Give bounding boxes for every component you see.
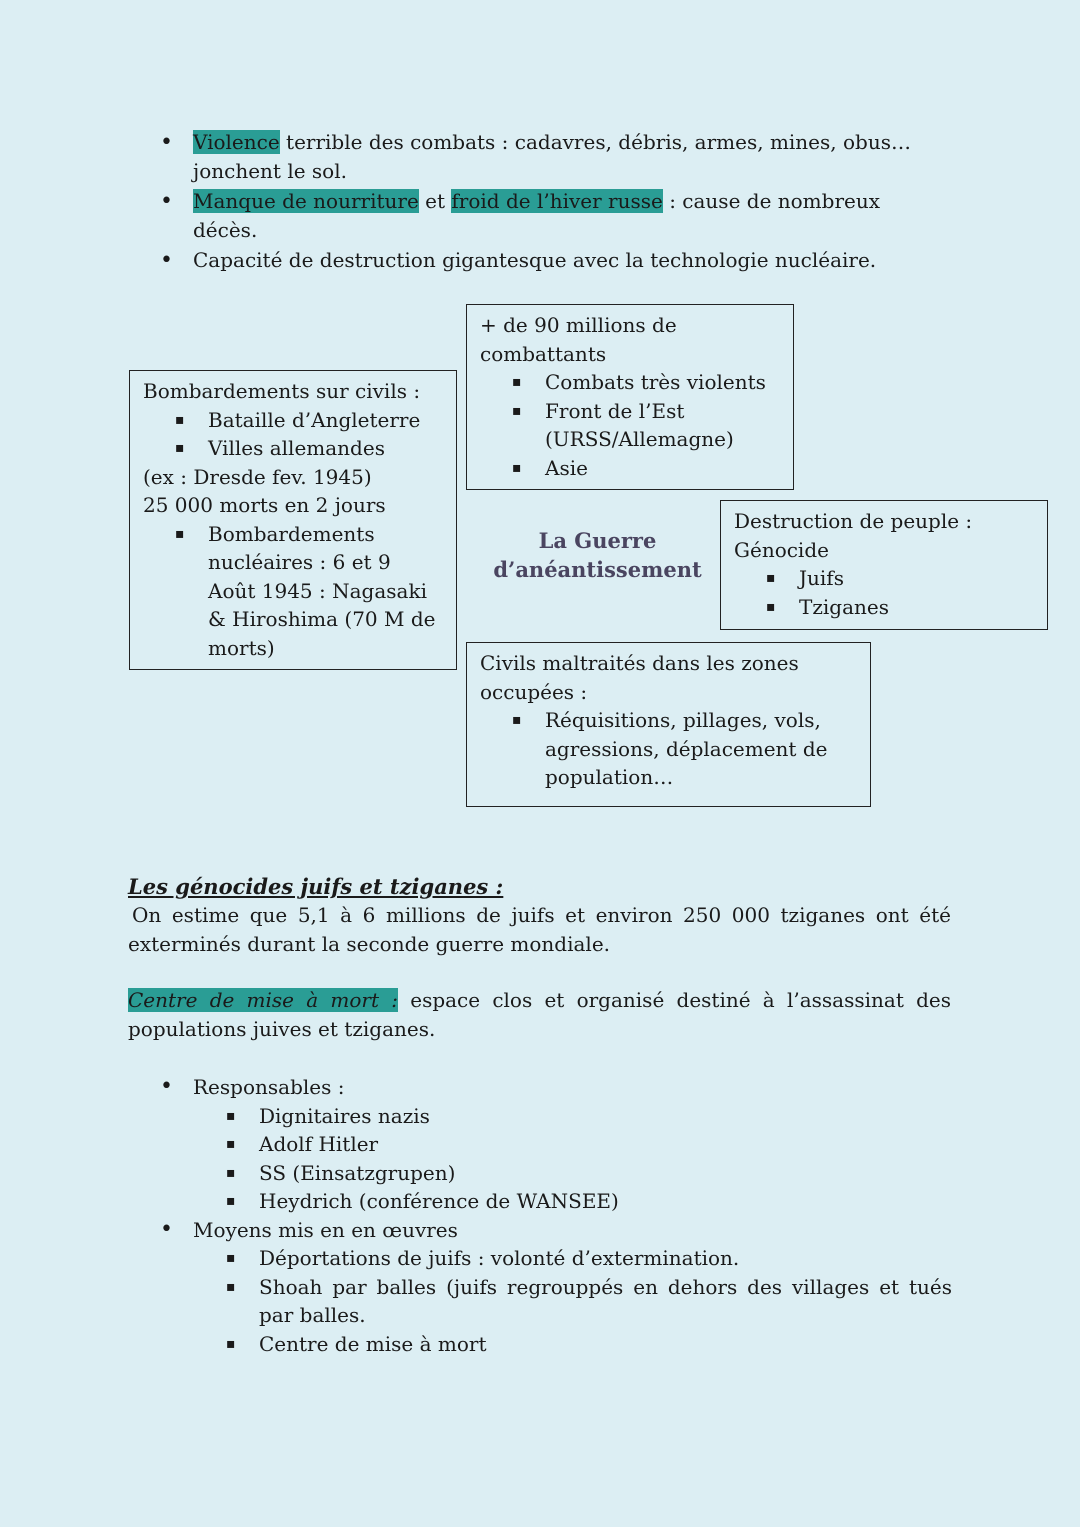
box-title: Destruction de peuple : Génocide xyxy=(734,509,973,562)
list-item: ▪ Asie xyxy=(480,454,780,483)
bullet-food-cold xyxy=(160,187,940,245)
box-list xyxy=(480,368,780,482)
box-title: Civils maltraités dans les zones occupées : xyxy=(480,651,799,704)
sub-list xyxy=(193,1244,952,1358)
list-item: ▪ Shoah par balles (juifs regrouppés en dehors des villages et tués par balles. xyxy=(193,1273,952,1330)
list-item: ▪ Villes allemandes xyxy=(143,434,443,463)
genocide-paragraph: On estime que 5,1 à 6 millions de juifs et environ 250 000 tziganes ont été exterminés durant la seconde guerre mondiale. xyxy=(128,903,951,956)
box-bombardements xyxy=(129,370,457,670)
box-list xyxy=(143,406,443,463)
bullet-text: et xyxy=(418,189,452,213)
box-combattants xyxy=(466,304,794,490)
list-label: Moyens mis en en œuvres xyxy=(193,1217,458,1242)
bullet-text: terrible des combats : cadavres, débris, armes, mines, obus… jonchent le sol. xyxy=(193,130,911,183)
list-item: ▪ Déportations de juifs : volonté d’extermination. xyxy=(193,1244,952,1273)
highlight-violence: Violence xyxy=(193,130,280,154)
responsables-list xyxy=(160,1073,952,1358)
top-bullet-list xyxy=(160,128,940,276)
list-item: ▪ Bataille d’Angleterre xyxy=(143,406,443,435)
box-title: + de 90 millions de combattants xyxy=(480,313,677,366)
section-title: Les génocides juifs et tziganes : xyxy=(128,874,504,899)
list-item: ▪ SS (Einsatzgrupen) xyxy=(193,1159,952,1188)
list-item: ▪ Réquisitions, pillages, vols, agressions, déplacement de population… xyxy=(480,706,857,792)
highlight-cold: froid de l’hiver russe xyxy=(451,189,663,213)
list-item: ▪ Dignitaires nazis xyxy=(193,1102,952,1131)
bullet-nuclear xyxy=(160,246,940,275)
definition-text: espace clos et organisé destiné à l’assassinat des populations juives et tziganes. xyxy=(128,988,951,1041)
box-list xyxy=(480,706,857,792)
list-item: ▪ Heydrich (conférence de WANSEE) xyxy=(193,1187,952,1216)
bullet-text: : cause de nombreux décès. xyxy=(193,189,881,242)
sub-list xyxy=(193,1102,952,1216)
box-civils xyxy=(466,642,871,807)
definition-term: Centre de mise à mort : xyxy=(128,988,398,1012)
definition-paragraph xyxy=(128,986,951,1043)
list-label: Responsables : xyxy=(193,1075,345,1099)
list-item: ▪ Combats très violents xyxy=(480,368,780,397)
bullet-violence xyxy=(160,128,940,186)
box-note: (ex : Dresde fev. 1945) xyxy=(143,464,372,489)
list-item: ▪ Tziganes xyxy=(734,593,1034,622)
list-item xyxy=(160,1073,952,1216)
list-item: ▪ Bombardements nucléaires : 6 et 9 Août 1945 : Nagasaki & Hiroshima (70 M de morts) xyxy=(143,520,443,663)
box-title: Bombardements sur civils : xyxy=(143,379,421,403)
list-item: ▪ Juifs xyxy=(734,564,1034,593)
list-item: ▪ Centre de mise à mort xyxy=(193,1330,952,1359)
list-item xyxy=(160,1216,952,1359)
highlight-food: Manque de nourriture xyxy=(193,189,419,213)
bullet-text: Capacité de destruction gigantesque avec la technologie nucléaire. xyxy=(193,248,877,272)
list-item: ▪ Front de l’Est (URSS/Allemagne) xyxy=(480,397,780,454)
list-item: ▪ Adolf Hitler xyxy=(193,1130,952,1159)
box-genocide xyxy=(720,500,1048,630)
box-note: 25 000 morts en 2 jours xyxy=(143,493,386,517)
box-list xyxy=(143,520,443,663)
center-title: La Guerre d’anéantissement xyxy=(493,528,702,582)
box-list xyxy=(734,564,1034,621)
